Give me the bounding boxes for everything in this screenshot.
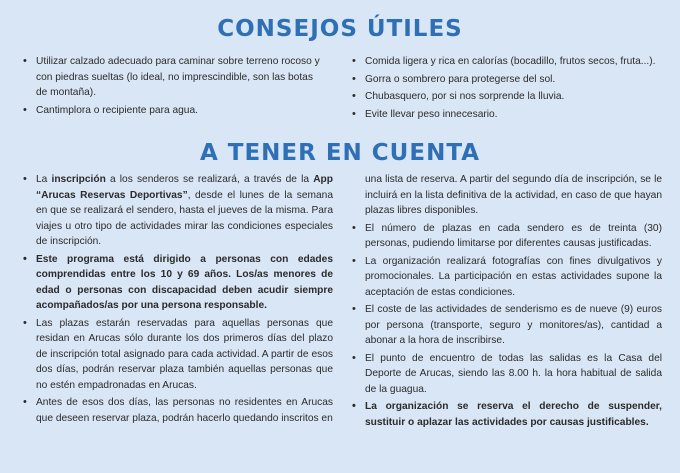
- list-item-continued: una lista de reserva. A partir del segundo día de inscripción, se le incluirá en la lista definitiva de la actividad, en caso de que hayan plazas libres disponibles.: [365, 174, 662, 216]
- item-bold-text: App “Arucas Reservas Deportivas”: [36, 174, 333, 201]
- consejos-right-list: [352, 54, 662, 124]
- list-item: • Evite llevar peso innecesario.: [352, 107, 662, 123]
- item-text: a los senderos se realizará, a través de la: [105, 174, 314, 185]
- list-item: • Este programa está dirigido a personas con edades comprendidas entre los 10 y 69 años. Los/as menores de edad o personas con discapacidad deben acudir siempre acompañados/as por una persona responsable.: [23, 252, 333, 314]
- item-text: La: [36, 174, 52, 185]
- consejos-utiles-heading: CONSEJOS ÚTILES: [217, 16, 463, 42]
- consejos-left-list: [23, 54, 323, 120]
- list-item: • Las plazas estarán reservadas para aquellas personas que residan en Arucas sólo durante los dos primeros días del plazo de inscripción total asignado para cada actividad. A partir de esos dos días, podrán reservar plaza también aquellas personas que no estén empadronadas en Arucas.: [23, 316, 333, 394]
- tener-en-cuenta-heading: A TENER EN CUENTA: [199, 140, 481, 166]
- list-item: • El número de plazas en cada sendero es de treinta (30) personas, pudiendo limitarse por diferentes causas justificadas.: [352, 221, 662, 252]
- item-bold-text: inscripción: [51, 174, 106, 185]
- list-item: • El coste de las actividades de senderismo es de nueve (9) euros por persona (transporte, seguro y monitores/as), cantidad a abonar a la hora de inscribirse.: [352, 302, 662, 349]
- item-text: , desde el lunes de la semana en que se realizará el sendero, hasta el jueves de la misma. Para viajes u otro tipo de actividades mirar las condiciones especiales de inscripción.: [36, 189, 333, 247]
- list-item: • Cantimplora o recipiente para agua.: [23, 103, 323, 119]
- tener-en-cuenta-left-list: [23, 172, 333, 428]
- list-item: • Antes de esos dos días, las personas no residentes en Arucas que deseen reservar plaza, podrán hacerlo quedando inscritos en: [23, 395, 333, 426]
- list-item: [23, 172, 333, 250]
- list-item: • Gorra o sombrero para protegerse del sol.: [352, 72, 662, 88]
- list-item: • La organización realizará fotografías con fines divulgativos y promocionales. La participación en estas actividades supone la aceptación de estas condiciones.: [352, 254, 662, 301]
- list-item: • Chubasquero, por si nos sorprende la lluvia.: [352, 89, 662, 105]
- tener-en-cuenta-right-list: [352, 172, 662, 432]
- list-item: • Utilizar calzado adecuado para caminar sobre terreno rocoso y con piedras sueltas (lo ideal, no imprescindible, son las botas de montaña).: [23, 54, 323, 101]
- list-item: • La organización se reserva el derecho de suspender, sustituir o aplazar las actividades por causas justificables.: [352, 399, 662, 430]
- list-item: • El punto de encuentro de todas las salidas es la Casa del Deporte de Arucas, siendo las 8.00 h. la hora habitual de salida de la guagua.: [352, 351, 662, 398]
- list-item: • Comida ligera y rica en calorías (bocadillo, frutos secos, fruta...).: [352, 54, 662, 70]
